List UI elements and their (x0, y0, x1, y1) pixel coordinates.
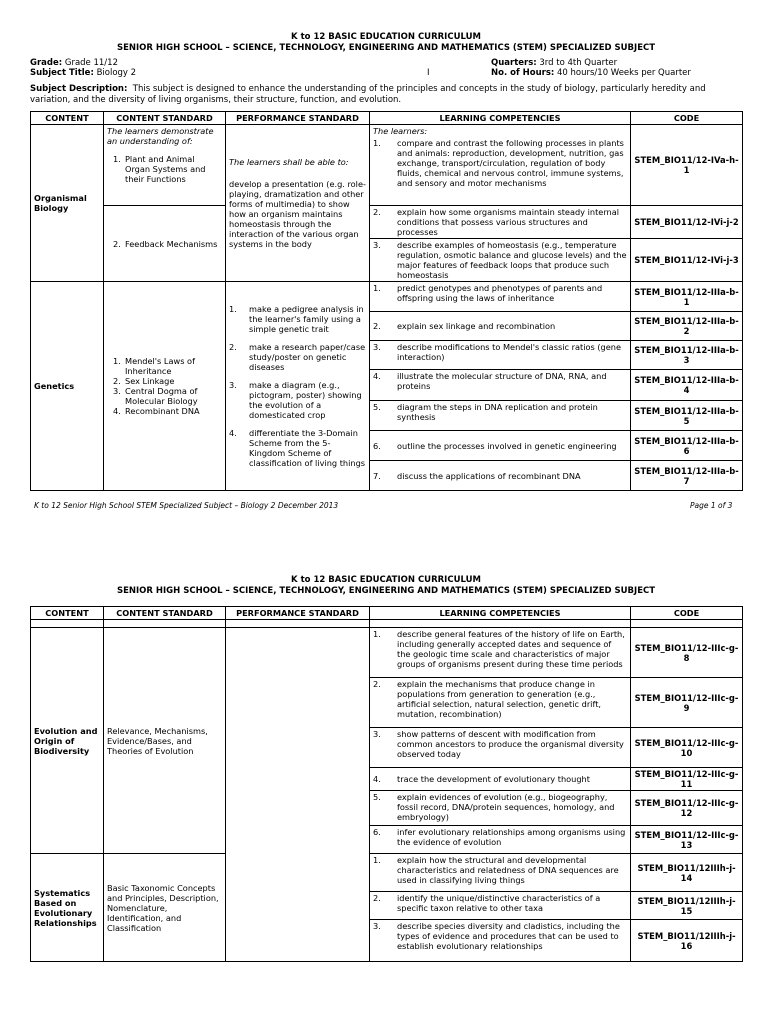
table-row (31, 282, 743, 312)
list-item: 2. Sex Linkage (113, 376, 175, 386)
list-item: 1. Plant and Animal Organ Systems and their Functions (113, 154, 206, 184)
competency-cell: 3. describe species diversity and cladistics, including the types of evidence and procedures that can be used to establish evolutionary relationships (370, 920, 631, 962)
subject-value: Biology 2 (96, 68, 137, 78)
list-item: 2. make a research paper/case study/poster on genetic diseases (229, 342, 366, 372)
performance-intro: The learners shall be able to: (229, 157, 349, 167)
col-learning-competencies: LEARNING COMPETENCIES (370, 607, 631, 620)
list-item: 1. Mendel's Laws of Inheritance (113, 356, 195, 376)
competency-cell: 7. discuss the applications of recombinant DNA (370, 461, 631, 491)
col-performance-standard: PERFORMANCE STANDARD (226, 607, 370, 620)
competency-cell: 1. predict genotypes and phenotypes of parents and offspring using the laws of inheritance (370, 282, 631, 312)
competency-cell: 4. trace the development of evolutionary thought (370, 768, 631, 791)
text-cursor: I (427, 68, 430, 78)
code-cell: STEM_BIO11/12IIIh-j-15 (631, 892, 743, 920)
curriculum-subtitle: SENIOR HIGH SCHOOL – SCIENCE, TECHNOLOGY, ENGINEERING AND MATHEMATICS (STEM) SPECIALIZED SUBJECT (116, 586, 656, 596)
competency-cell: 2. explain the mechanisms that produce change in populations from generation to generation (e.g., artificial selection, natural selection, genetic drift, mutation, recombination) (370, 678, 631, 728)
subject-line (30, 68, 136, 79)
page-footer: K to 12 Senior High School STEM Specialized Subject – Biology 2 December 2013 (34, 501, 339, 510)
competency-cell: 5. diagram the steps in DNA replication and protein synthesis (370, 401, 631, 431)
content-cell: Organismal Biology (31, 125, 104, 282)
table-row (31, 628, 743, 678)
performance-standard-cell (226, 628, 370, 962)
competency-intro: The learners: (373, 126, 428, 136)
code-cell: STEM_BIO11/12-IIIc-g-8 (631, 628, 743, 678)
list-item: 4. differentiate the 3-Domain Scheme from the 5-Kingdom Scheme of classification of living things (229, 428, 366, 468)
competency-cell: 2. explain sex linkage and recombination (370, 312, 631, 341)
hours-label: No. of Hours: (491, 68, 555, 78)
grade-value: Grade 11/12 (64, 58, 118, 68)
list-item: 1. make a pedigree analysis in the learner's family using a simple genetic trait (229, 304, 364, 334)
description-text: This subject is designed to enhance the understanding of the principles and concepts in the study of biology, particularly heredity and variation, and the diversity of living organisms, their structure, function, and evolution. (30, 84, 706, 105)
code-cell: STEM_BIO11/12-IIIa-b-3 (631, 341, 743, 370)
curriculum-table-page1 (30, 111, 743, 491)
list-item: 1. compare and contrast the following processes in plants and animals: reproduction, development, nutrition, gas exchange, transport/circulation, regulation of body fluids, chemical and nervous control, immune systems, and sensory and motor mechanisms (373, 138, 624, 188)
code-cell: STEM_BIO11/12-IVi-j-3 (631, 239, 743, 282)
competency-cell: 6. outline the processes involved in genetic engineering (370, 431, 631, 461)
list-item: 3. Central Dogma of Molecular Biology (113, 386, 198, 406)
content-cell: Evolution and Origin of Biodiversity (31, 628, 104, 854)
hours-value: 40 hours/10 Weeks per Quarter (557, 68, 691, 78)
subject-description (30, 84, 742, 105)
content-standard-cell: Basic Taxonomic Concepts and Principles, Description, Nomenclature, Identification, and Classification (104, 854, 226, 962)
code-cell: STEM_BIO11/12-IIIa-b-2 (631, 312, 743, 341)
table-row (31, 206, 743, 239)
standard-intro: The learners demonstrate an understanding of: (107, 126, 214, 146)
list-item: 4. Recombinant DNA (113, 406, 200, 416)
table-row (31, 125, 743, 206)
code-cell: STEM_BIO11/12-IIIc-g-10 (631, 728, 743, 768)
competency-cell (370, 125, 631, 206)
col-learning-competencies: LEARNING COMPETENCIES (370, 112, 631, 125)
competency-cell: 5. explain evidences of evolution (e.g., biogeography, fossil record, DNA/protein sequences, homology, and embryology) (370, 791, 631, 826)
performance-standard-cell (226, 125, 370, 282)
col-content: CONTENT (31, 607, 104, 620)
code-cell: STEM_BIO11/12-IIIa-b-6 (631, 431, 743, 461)
code-cell: STEM_BIO11/12-IIIa-b-5 (631, 401, 743, 431)
table-row (31, 854, 743, 892)
list-item: 3. make a diagram (e.g., pictogram, poster) showing the evolution of a domesticated crop (229, 380, 362, 420)
code-cell: STEM_BIO11/12-IIIa-b-7 (631, 461, 743, 491)
table-header-row (31, 112, 743, 125)
grade-label: Grade: (30, 58, 63, 68)
page-1 (30, 32, 742, 54)
code-cell: STEM_BIO11/12-IIIa-b-4 (631, 370, 743, 401)
code-cell: STEM_BIO11/12-IIIa-b-1 (631, 282, 743, 312)
code-cell: STEM_BIO11/12-IIIc-g-12 (631, 791, 743, 826)
curriculum-subtitle: SENIOR HIGH SCHOOL – SCIENCE, TECHNOLOGY, ENGINEERING AND MATHEMATICS (STEM) SPECIALIZED SUBJECT (116, 43, 656, 53)
curriculum-title: K to 12 BASIC EDUCATION CURRICULUM (291, 32, 481, 42)
col-content: CONTENT (31, 112, 104, 125)
content-standard-cell (104, 125, 226, 206)
performance-standard-cell (226, 282, 370, 491)
competency-cell: 4. illustrate the molecular structure of DNA, RNA, and proteins (370, 370, 631, 401)
list-item: 2. Feedback Mechanisms (113, 238, 218, 249)
code-cell: STEM_BIO11/12IIIh-j-16 (631, 920, 743, 962)
grade-line (30, 58, 118, 69)
competency-cell: 2. explain how some organisms maintain steady internal conditions that possess various structures and processes (370, 206, 631, 239)
quarters-label: Quarters: (491, 58, 537, 68)
table-header-row (31, 607, 743, 620)
subject-label: Subject Title: (30, 68, 94, 78)
content-standard-cell (104, 282, 226, 491)
hours-line (491, 68, 691, 79)
competency-cell: 6. infer evolutionary relationships among organisms using the evidence of evolution (370, 826, 631, 854)
code-cell: STEM_BIO11/12-IIIc-g-11 (631, 768, 743, 791)
page-number: Page 1 of 3 (690, 501, 733, 510)
col-code: CODE (631, 607, 743, 620)
description-label: Subject Description: (30, 84, 128, 94)
competency-cell: 3. describe examples of homeostasis (e.g., temperature regulation, osmotic balance and glucose levels) and the major features of feedback loops that produce such homeostasis (370, 239, 631, 282)
quarters-value: 3rd to 4th Quarter (539, 58, 618, 68)
curriculum-title: K to 12 BASIC EDUCATION CURRICULUM (291, 575, 481, 585)
code-cell: STEM_BIO11/12IIIh-j-14 (631, 854, 743, 892)
competency-cell: 1. explain how the structural and developmental characteristics and relatedness of DNA sequences are used in classifying living things (370, 854, 631, 892)
quarters-line (491, 58, 617, 69)
content-standard-cell (104, 206, 226, 282)
col-code: CODE (631, 112, 743, 125)
code-cell: STEM_BIO11/12-IIIc-g-13 (631, 826, 743, 854)
code-cell: STEM_BIO11/12-IVa-h-1 (631, 125, 743, 206)
competency-cell: 2. identify the unique/distinctive characteristics of a specific taxon relative to other taxa (370, 892, 631, 920)
col-content-standard: CONTENT STANDARD (104, 112, 226, 125)
col-performance-standard: PERFORMANCE STANDARD (226, 112, 370, 125)
spacer-row (31, 620, 743, 628)
competency-cell: 1. describe general features of the history of life on Earth, including generally accepted dates and sequence of the geologic time scale and characteristics of major groups of organisms present during these time periods (370, 628, 631, 678)
code-cell: STEM_BIO11/12-IIIc-g-9 (631, 678, 743, 728)
curriculum-table-page2 (30, 606, 743, 962)
code-cell: STEM_BIO11/12-IVi-j-2 (631, 206, 743, 239)
competency-cell: 3. describe modifications to Mendel's classic ratios (gene interaction) (370, 341, 631, 370)
content-cell: Systematics Based on Evolutionary Relationships (31, 854, 104, 962)
page-2 (30, 575, 742, 597)
col-content-standard: CONTENT STANDARD (104, 607, 226, 620)
competency-cell: 3. show patterns of descent with modification from common ancestors to produce the organismal diversity observed today (370, 728, 631, 768)
content-cell: Genetics (31, 282, 104, 491)
performance-text: develop a presentation (e.g. role-playing, dramatization and other forms of multimedia) to show how an organism maintains homeostasis through the interaction of the various organ systems in the body (229, 179, 366, 249)
content-standard-cell: Relevance, Mechanisms, Evidence/Bases, and Theories of Evolution (104, 628, 226, 854)
